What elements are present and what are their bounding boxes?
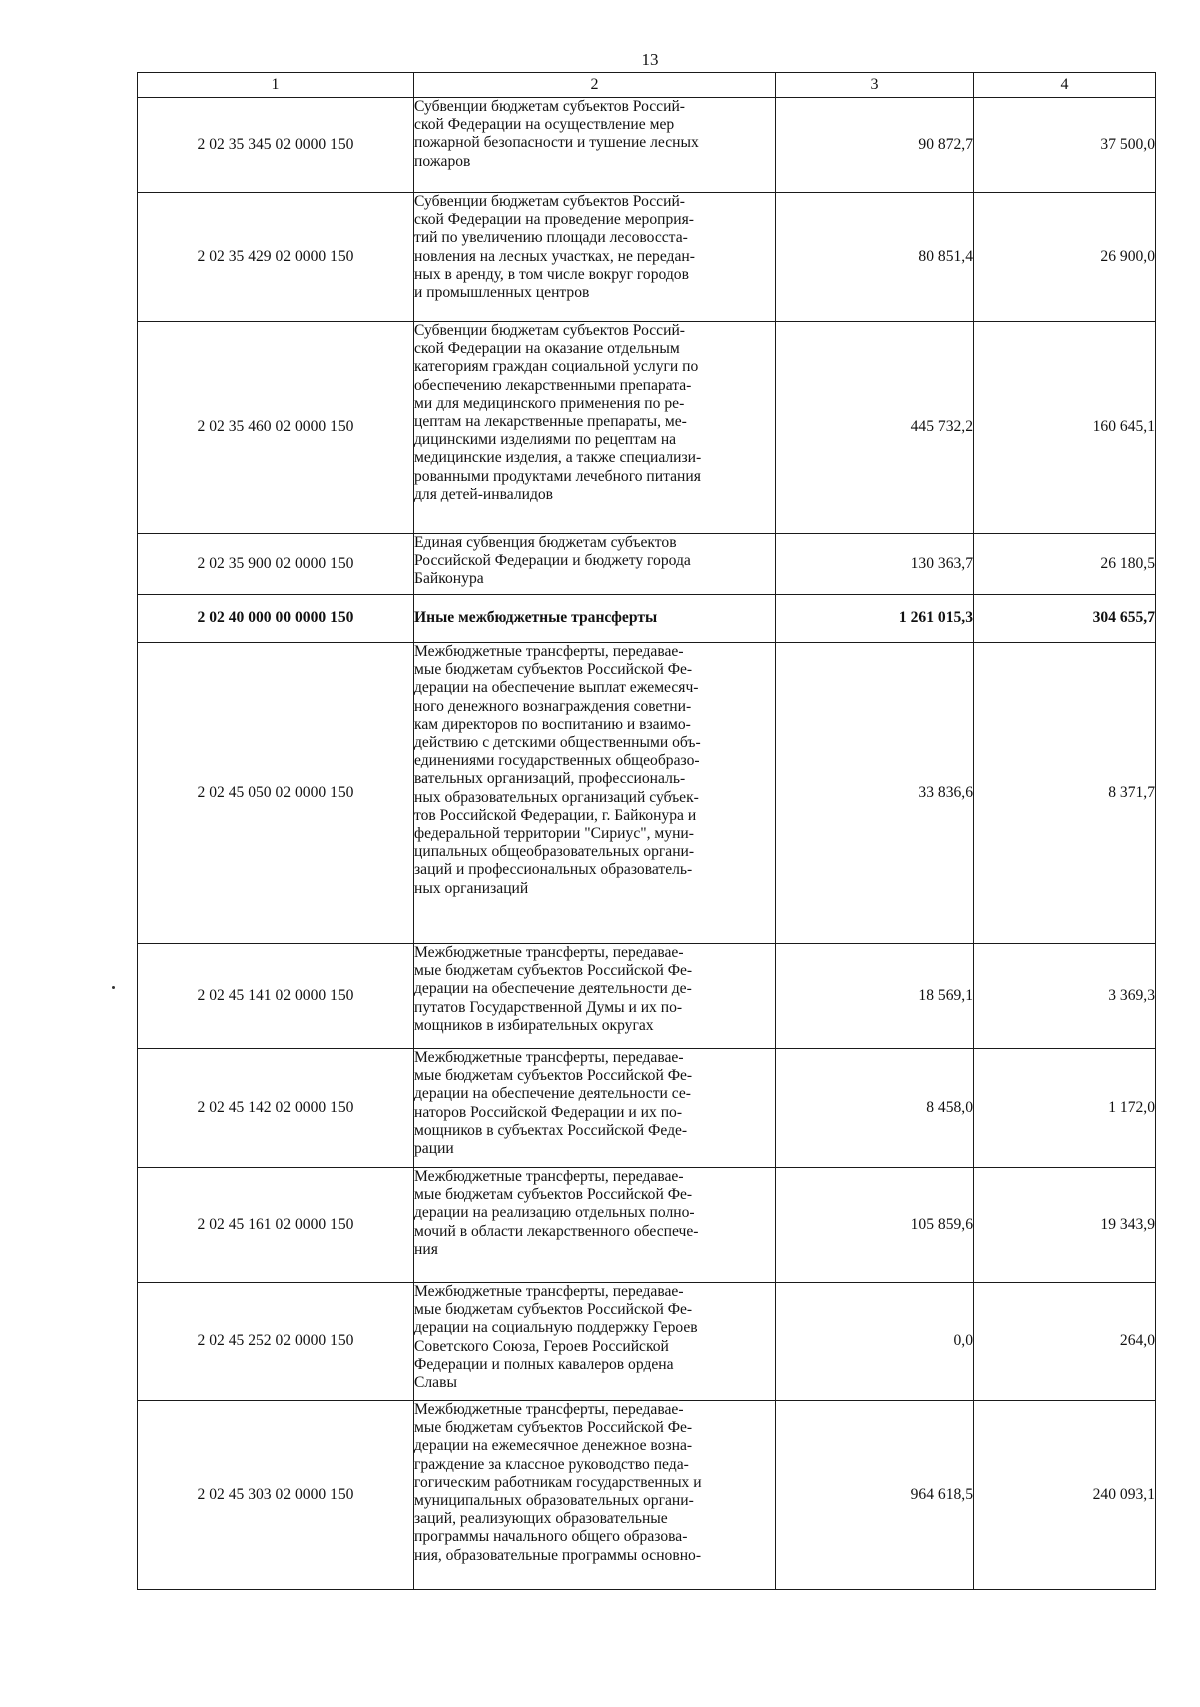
amount-col3-cell: 1 261 015,3: [776, 595, 974, 643]
amount-col4-cell: 304 655,7: [974, 595, 1156, 643]
amount-col4-cell: 26 180,5: [974, 534, 1156, 595]
table-row: [138, 1401, 1156, 1590]
header-col-4: 4: [974, 73, 1156, 98]
table-body: [138, 98, 1156, 1590]
table-row: [138, 944, 1156, 1049]
amount-col4-cell: 19 343,9: [974, 1168, 1156, 1283]
description-cell: Субвенции бюджетам субъектов Россий- ской Федерации на проведение мероприя- тий по увеличению площади лесовосста- новления на лесных участках, не передан- ных в аренду, в том числе вокруг городов и промышленных центров: [414, 193, 776, 322]
description-cell: Иные межбюджетные трансферты: [414, 595, 776, 643]
amount-col3-cell: 33 836,6: [776, 643, 974, 944]
description-cell: Единая субвенция бюджетам субъектов Российской Федерации и бюджету города Байконура: [414, 534, 776, 595]
table-row: [138, 1049, 1156, 1168]
description-cell: Межбюджетные трансферты, передавае- мые бюджетам субъектов Российской Фе- дерации на реализацию отдельных полно- мочий в области лекарственного обеспече- ния: [414, 1168, 776, 1283]
table-row: [138, 322, 1156, 534]
amount-col4-cell: 26 900,0: [974, 193, 1156, 322]
table-row: [138, 98, 1156, 193]
header-col-2: 2: [414, 73, 776, 98]
description-cell: Межбюджетные трансферты, передавае- мые бюджетам субъектов Российской Фе- дерации на ежемесячное денежное возна- граждение за классное руководство педа- гогическим работникам государственных и муниципальных образовательных органи- заций, реализующих образовательные программы начального общего образова- ния, образовательные программы основно-: [414, 1401, 776, 1590]
page-number: 13: [641, 50, 659, 69]
amount-col3-cell: 964 618,5: [776, 1401, 974, 1590]
amount-col3-cell: 130 363,7: [776, 534, 974, 595]
amount-col3-cell: 90 872,7: [776, 98, 974, 193]
description-cell: Межбюджетные трансферты, передавае- мые бюджетам субъектов Российской Фе- дерации на обеспечение выплат ежемесяч- ного денежного вознаграждения советни- кам директоров по воспитанию и взаимо- действию с детскими общественными объ- единениями государственных общеобразо- вательных организаций, профессиональ- ных образовательных организаций субъек- тов Российской Федерации, г. Байконура и федеральной территории "Сириус", муни- ципальных общеобразовательных органи- заций и профессиональных образователь- ных организаций: [414, 643, 776, 944]
table-row: [138, 595, 1156, 643]
budget-code-cell: 2 02 45 142 02 0000 150: [138, 1049, 414, 1168]
budget-code-cell: 2 02 40 000 00 0000 150: [138, 595, 414, 643]
table-row: [138, 1168, 1156, 1283]
amount-col4-cell: 37 500,0: [974, 98, 1156, 193]
amount-col3-cell: 445 732,2: [776, 322, 974, 534]
budget-code-cell: 2 02 35 900 02 0000 150: [138, 534, 414, 595]
amount-col3-cell: 0,0: [776, 1283, 974, 1401]
table-row: [138, 534, 1156, 595]
description-cell: Межбюджетные трансферты, передавае- мые бюджетам субъектов Российской Фе- дерации на социальную поддержку Героев Советского Союза, Героев Российской Федерации и полных кавалеров ордена Славы: [414, 1283, 776, 1401]
amount-col3-cell: 8 458,0: [776, 1049, 974, 1168]
budget-code-cell: 2 02 35 345 02 0000 150: [138, 98, 414, 193]
amount-col4-cell: 160 645,1: [974, 322, 1156, 534]
amount-col4-cell: 240 093,1: [974, 1401, 1156, 1590]
table-header-row: [138, 73, 1156, 98]
table-row: [138, 643, 1156, 944]
description-cell: Межбюджетные трансферты, передавае- мые бюджетам субъектов Российской Фе- дерации на обеспечение деятельности де- путатов Государственной Думы и их по- мощников в избирательных округах: [414, 944, 776, 1049]
description-cell: Субвенции бюджетам субъектов Россий- ской Федерации на оказание отдельным категориям граждан социальной услуги по обеспечению лекарственными препарата- ми для медицинского применения по ре- цептам на лекарственные препараты, ме- дицинскими изделиями по рецептам на медицинские изделия, а также специализи- рованными продуктами лечебного питания для детей-инвалидов: [414, 322, 776, 534]
budget-code-cell: 2 02 45 303 02 0000 150: [138, 1401, 414, 1590]
budget-code-cell: 2 02 45 141 02 0000 150: [138, 944, 414, 1049]
description-cell: Межбюджетные трансферты, передавае- мые бюджетам субъектов Российской Фе- дерации на обеспечение деятельности се- наторов Российской Федерации и их по- мощников в субъектах Российской Феде- рации: [414, 1049, 776, 1168]
scan-speck: [112, 986, 115, 989]
table-row: [138, 1283, 1156, 1401]
header-col-3: 3: [776, 73, 974, 98]
header-col-1: 1: [138, 73, 414, 98]
amount-col3-cell: 80 851,4: [776, 193, 974, 322]
amount-col4-cell: 3 369,3: [974, 944, 1156, 1049]
budget-code-cell: 2 02 35 460 02 0000 150: [138, 322, 414, 534]
amount-col4-cell: 8 371,7: [974, 643, 1156, 944]
amount-col3-cell: 18 569,1: [776, 944, 974, 1049]
budget-code-cell: 2 02 45 050 02 0000 150: [138, 643, 414, 944]
amount-col4-cell: 264,0: [974, 1283, 1156, 1401]
budget-code-cell: 2 02 45 252 02 0000 150: [138, 1283, 414, 1401]
budget-table: [137, 72, 1156, 1590]
amount-col4-cell: 1 172,0: [974, 1049, 1156, 1168]
amount-col3-cell: 105 859,6: [776, 1168, 974, 1283]
table-row: [138, 193, 1156, 322]
description-cell: Субвенции бюджетам субъектов Россий- ской Федерации на осуществление мер пожарной безопасности и тушение лесных пожаров: [414, 98, 776, 193]
budget-code-cell: 2 02 35 429 02 0000 150: [138, 193, 414, 322]
budget-code-cell: 2 02 45 161 02 0000 150: [138, 1168, 414, 1283]
